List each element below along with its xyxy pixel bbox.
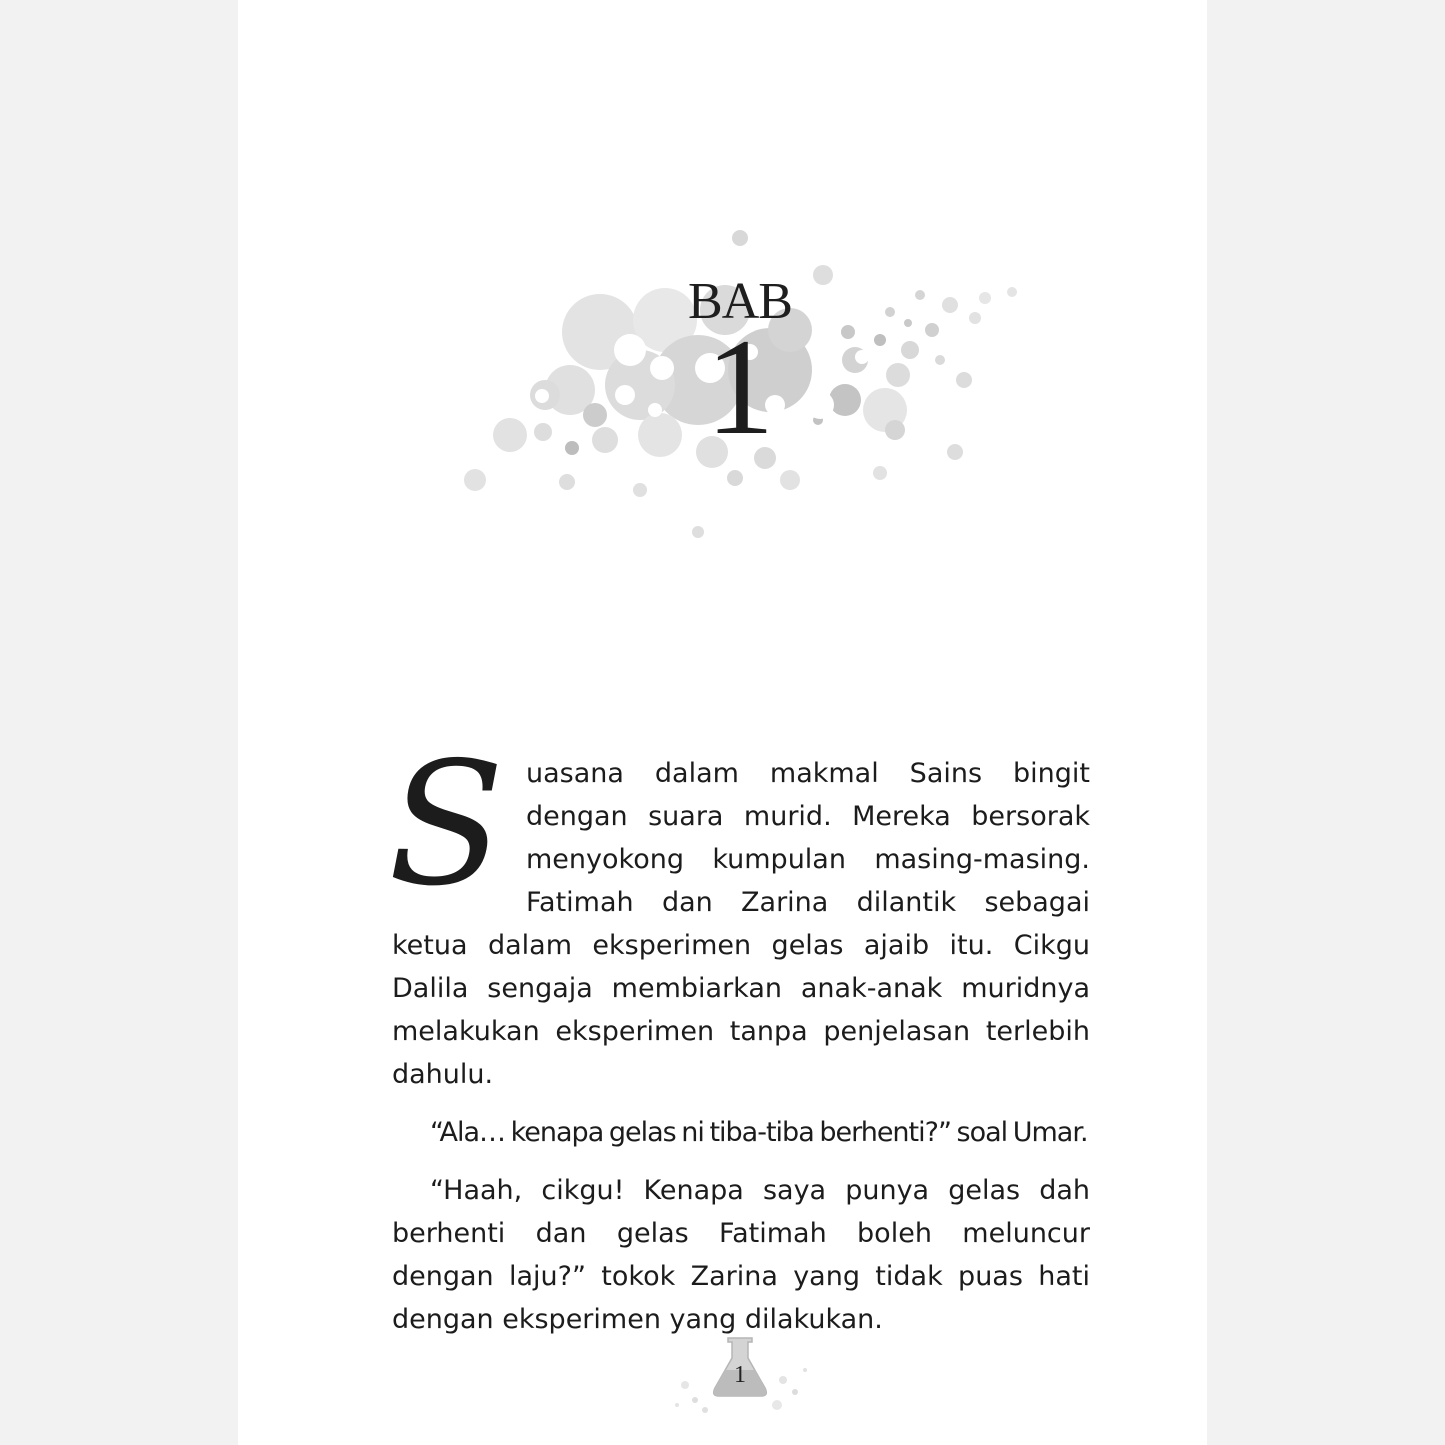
drop-cap: S bbox=[388, 726, 505, 924]
chapter-label: BAB bbox=[688, 273, 792, 330]
paragraph-3: “Haah, cikgu! Kenapa saya punya gelas dah berhenti dan gelas Fatimah boleh meluncur dengan laju?” tokok Zarina yang tidak puas hati dengan eksperimen yang dilakukan. bbox=[392, 1175, 1090, 1335]
paragraph-1-text: uasana dalam makmal Sains bingit dengan suara murid. Mereka bersorak menyokong kumpulan masing-masing. Fatimah dan Zarina dilantik sebagai ketua dalam eksperimen gelas ajaib itu. Cikgu Dalila sengaja membiarkan anak-anak muridnya melakukan eksperimen tanpa penjelasan terlebih dahulu. bbox=[392, 758, 1090, 1090]
chapter-number: 1 bbox=[705, 310, 775, 463]
paragraph-1 bbox=[388, 726, 1090, 1096]
page-number: 1 bbox=[734, 1362, 746, 1388]
paragraph-2: “Ala… kenapa gelas ni tiba-tiba berhenti?” soal Umar. bbox=[430, 1117, 1088, 1148]
body-text bbox=[388, 726, 1090, 1341]
